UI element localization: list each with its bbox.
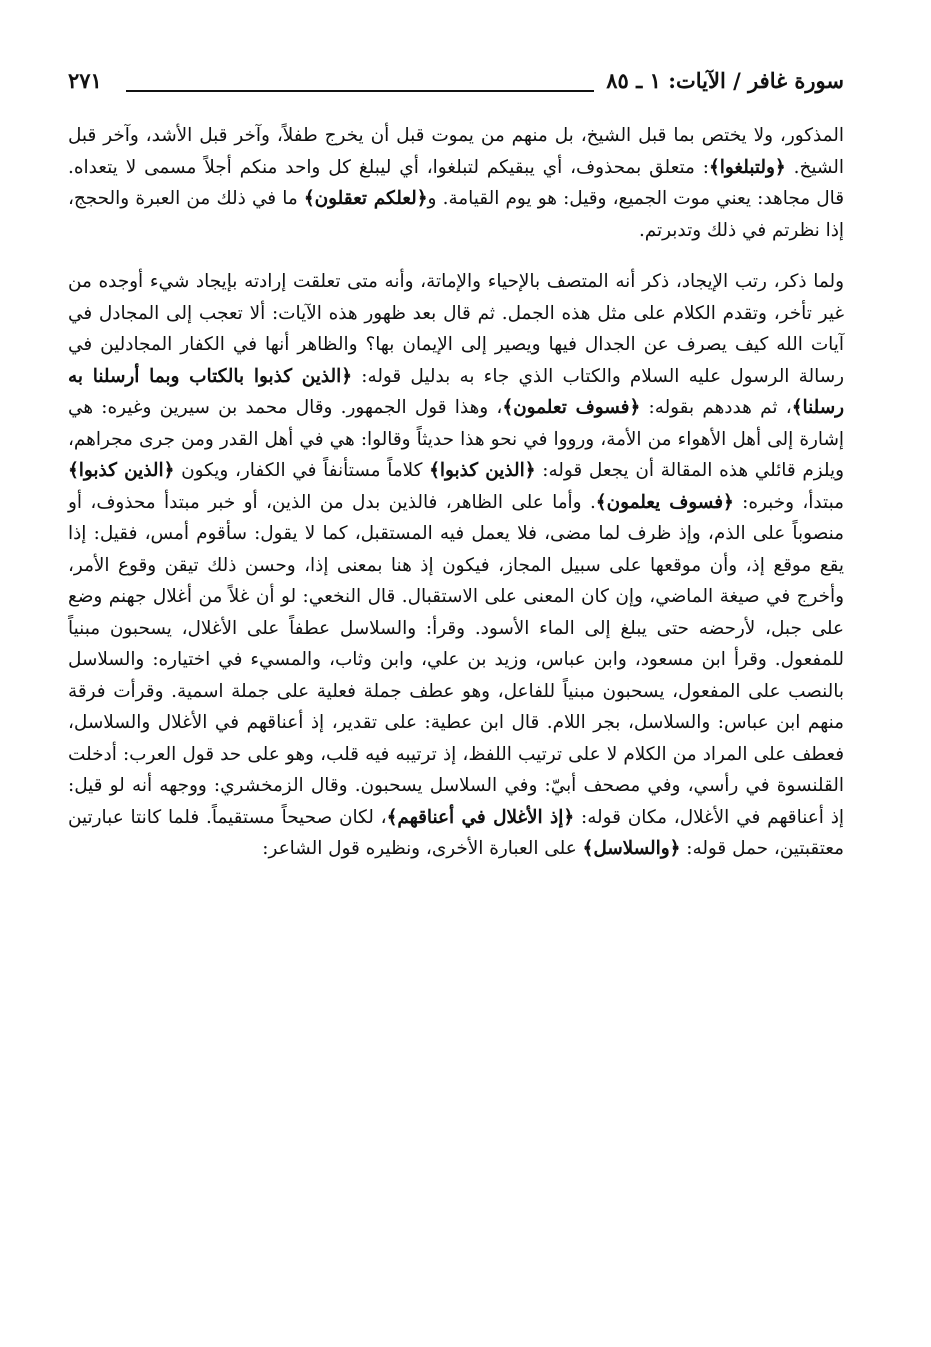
quran-quote: ﴿لعلكم تعقلون﴾ <box>303 188 428 209</box>
text-run: على العبارة الأخرى، ونظيره قول الشاعر: <box>262 838 583 859</box>
paragraph <box>68 120 844 246</box>
quran-quote: ﴿فسوف تعلمون﴾ <box>502 397 641 418</box>
text-run: ، ثم هددهم بقوله: <box>640 397 792 418</box>
quran-quote: ﴿الذين كذبوا﴾ <box>429 460 536 481</box>
paragraph <box>68 266 844 865</box>
quran-quote: ﴿إذ الأغلال في أعناقهم﴾ <box>386 806 575 828</box>
quran-quote: ﴿الذين كذبوا﴾ <box>68 460 175 481</box>
text-run: ، وهذا قول الجمهور. وقال محمد بن سيرين وغيره: هي إشارة إلى أهل الأهواء من الأمة، ورووا في نحو هذا حديثاً وقالوا: هي في أهل القدر ومن جرى مجراهم، ويلزم قائلي هذه المقالة أن يجعل قوله: <box>68 397 845 481</box>
text-run: . وأما على الظاهر، فالذين بدل من الذين، أو خبر مبتدأ محذوف، أو منصوباً على الذم، وإذ ظرف لما مضى، فلا يعمل فيه المستقبل، كما لا يقول: سأقوم أمس، فقيل: إذا يقع موقع إذ، وأن موقعها على سبيل المجاز، فيكون إذ هنا بمعنى إذا، وحسن ذلك تيقن وقوع الأمر، وأخرج في صيغة الماضي، وإن كان المعنى على الاستقبال. قال النخعي: لو أن غلاً من أغلال جهنم وضع على جبل، لأرحضه حتى يبلغ إلى الماء الأسود. وقرأ: والسلاسل عطفاً على الأغلال، يسحبون مبنياً للمفعول. وقرأ ابن مسعود، وابن عباس، وزيد بن علي، وابن وثاب، والمسيء في اختياره: والسلاسل بالنصب على المفعول، يسحبون مبنياً للفاعل، وهو عطف جملة فعلية على جملة اسمية. وقرأت فرقة منهم ابن عباس: والسلاسل، بجر اللام. قال ابن عطية: على تقدير، إذ أعناقهم في الأغلال والسلاسل، فعطف على المراد من الكلام لا على ترتيب اللفظ، إذ ترتيبه فيه قلب، وهو على حد قول العرب: أدخلت القلنسوة في رأسي، وفي مصحف أبيّ: وفي السلاسل يسحبون. وقال الزمخشري: ووجهه أنه لو قيل: إذ أعناقهم في الأغلال، مكان قوله: <box>68 491 844 828</box>
text-run: ما في ذلك من العبرة والحجج، إذا نظرتم في ذلك وتدبرتم. <box>68 188 844 241</box>
text-run: مبتدأ، وخبره: <box>733 491 844 513</box>
text-run: : متعلق بمحذوف، أي يبقيكم لتبلغوا، أي ليبلغ كل واحد منكم أجلاً مسمى لا يتعداه. قال مجاهد: يعني موت الجميع، وقيل: هو يوم القيامة. و <box>68 156 844 209</box>
running-title: سورة غافر / الآيات: ١ ـ ٨٥ <box>606 68 844 93</box>
text-run: ، لكان صحيحاً مستقيماً. فلما كانتا عبارتين معتقبتين، حمل قوله: <box>68 806 844 859</box>
quran-quote: ﴿الذين كذبوا بالكتاب وبما أرسلنا به رسلنا﴾ <box>68 365 844 418</box>
text-run: المذكور، ولا يختص بما قبل الشيخ، بل منهم من يموت قبل أن يخرج طفلاً، وآخر قبل الأشد، وآخر قبل الشيخ. <box>68 125 845 178</box>
quran-quote: ﴿والسلاسل﴾ <box>582 838 681 859</box>
body-text <box>68 120 844 865</box>
text-run: ولما ذكر، رتب الإيجاد، ذكر أنه المتصف بالإحياء والإماتة، وأنه متى تعلقت إرادته بإيجاد شيء أوجده من غير تأخر، وتقدم الكلام على مثل هذه الجمل. ثم قال بعد ظهور هذه الآيات: ألا تعجب إلى المجادل في آيات الله كيف يصرف عن الجدال فيها ويصير إلى الإيمان بها؟ والظاهر أنها في الكفار المجادلين في رسالة الرسول عليه السلام والكتاب الذي جاء به بدليل قوله: <box>68 271 844 387</box>
quran-quote: ﴿ولتبلغوا﴾ <box>708 156 786 178</box>
page-number: ٢٧١ <box>68 68 102 93</box>
page-header <box>68 60 844 100</box>
header-rule <box>126 90 594 92</box>
quran-quote: ﴿فسوف يعلمون﴾ <box>595 491 734 513</box>
text-run: كلاماً مستأنفاً في الكفار، ويكون <box>174 460 430 481</box>
